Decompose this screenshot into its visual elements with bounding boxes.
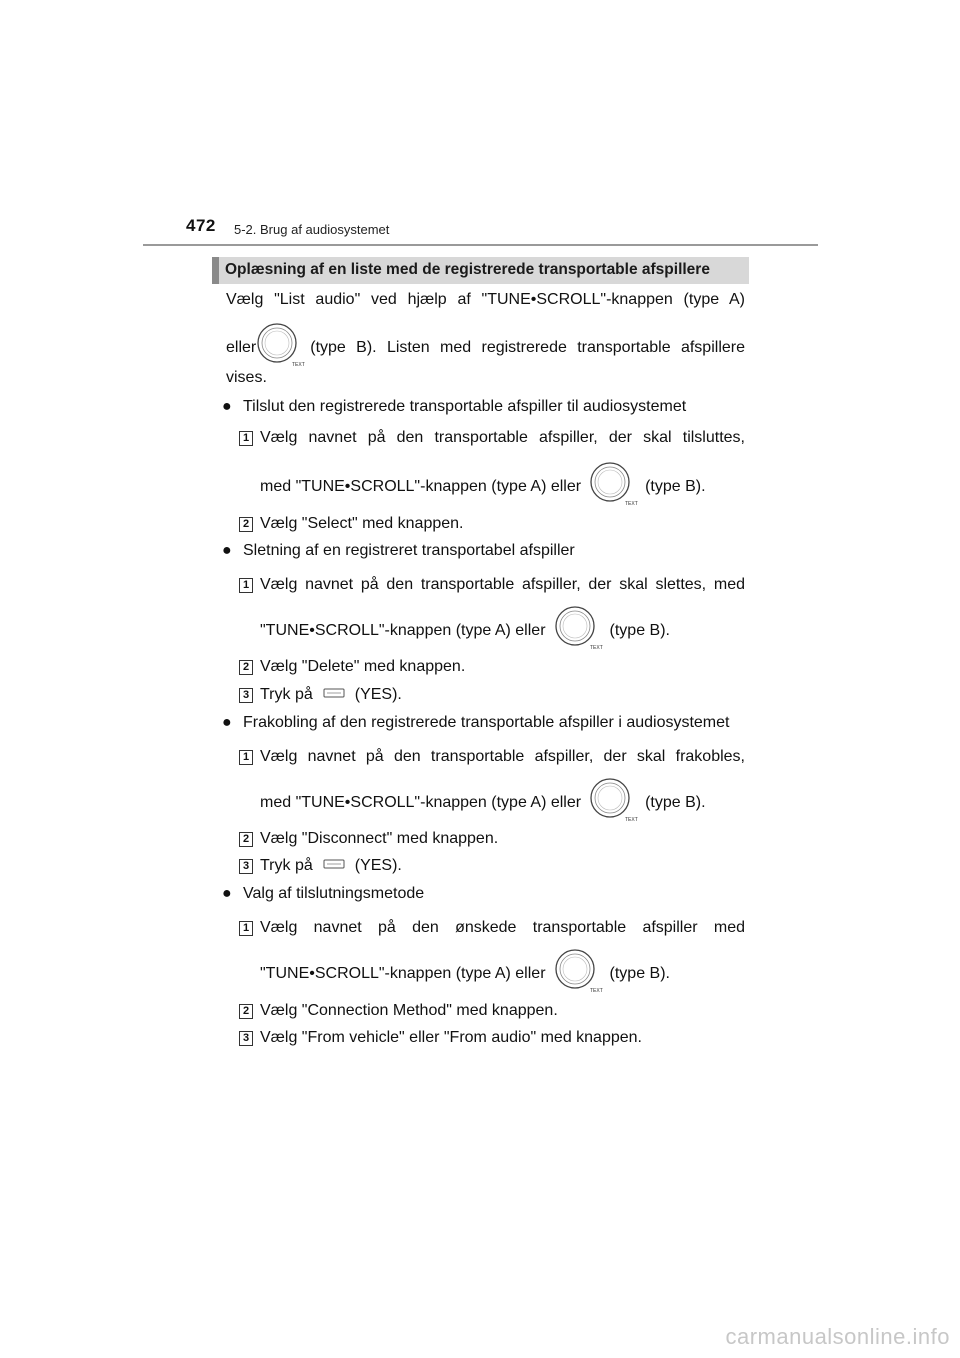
step-text: med "TUNE•SCROLL"-knappen (type A) eller xyxy=(260,794,582,811)
step-text: "TUNE•SCROLL"-knappen (type A) eller xyxy=(260,622,546,639)
svg-text:TEXT: TEXT xyxy=(292,362,306,368)
step-number: 1 xyxy=(239,431,253,446)
step-text: Vælg navnet på den ønskede transportable afspiller med xyxy=(260,919,745,936)
intro-line-2 xyxy=(226,322,745,374)
step-text: (YES). xyxy=(354,686,402,703)
step-line xyxy=(260,777,706,829)
step-number: 3 xyxy=(239,1031,253,1046)
step-text: (YES). xyxy=(354,857,402,874)
step-text: Tryk på xyxy=(260,686,313,703)
step-number: 1 xyxy=(239,750,253,765)
intro-text: eller xyxy=(226,339,257,356)
step-number: 1 xyxy=(239,578,253,593)
step-number: 3 xyxy=(239,859,253,874)
step-line xyxy=(260,948,670,1000)
svg-text:TEXT: TEXT xyxy=(625,501,638,507)
button-icon xyxy=(323,685,345,705)
step-text: Vælg navnet på den transportable afspiller, der skal frakobles, xyxy=(260,748,745,765)
step-text: (type B). xyxy=(609,622,670,639)
tune-knob-icon xyxy=(589,461,638,513)
tune-knob-icon xyxy=(256,322,306,374)
bullet-title: Sletning af en registreret transportabel afspiller xyxy=(243,542,575,559)
step-text: (type B). xyxy=(645,794,706,811)
tune-knob-icon xyxy=(554,605,603,657)
tune-knob-icon xyxy=(554,948,603,1000)
section-title: Oplæsning af en liste med de registrerede transportable afspillere xyxy=(225,261,710,278)
step-number: 2 xyxy=(239,660,253,675)
chapter-title: 5-2. Brug af audiosystemet xyxy=(234,222,390,237)
step-text: (type B). xyxy=(645,478,706,495)
step-text: Vælg "Connection Method" med knappen. xyxy=(260,1002,558,1019)
step-number: 1 xyxy=(239,921,253,936)
bullet-symbol: ● xyxy=(222,398,232,415)
svg-text:TEXT: TEXT xyxy=(625,817,638,823)
intro-text: (type B). Listen med registrerede transportable afspillere xyxy=(310,339,745,356)
step-text: med "TUNE•SCROLL"-knappen (type A) eller xyxy=(260,478,582,495)
step-text: Vælg "Delete" med knappen. xyxy=(260,658,466,675)
bullet-title: Frakobling af den registrerede transportable afspiller i audiosystemet xyxy=(243,714,730,731)
step-number: 2 xyxy=(239,517,253,532)
bullet-title: Tilslut den registrerede transportable afspiller til audiosystemet xyxy=(243,398,687,415)
step-text: (type B). xyxy=(609,965,670,982)
step-number: 2 xyxy=(239,1004,253,1019)
watermark: carmanualsonline.info xyxy=(725,1324,950,1349)
step-text: Vælg "Select" med knappen. xyxy=(260,515,464,532)
step-line xyxy=(260,856,402,876)
bullet-symbol: ● xyxy=(222,714,232,731)
bullet-symbol: ● xyxy=(222,885,232,902)
step-text: "TUNE•SCROLL"-knappen (type A) eller xyxy=(260,965,546,982)
step-line xyxy=(260,461,706,513)
intro-line-1: Vælg "List audio" ved hjælp af "TUNE•SCROLL"-knappen (type A) xyxy=(226,291,745,308)
step-number: 2 xyxy=(239,832,253,847)
step-text: Vælg "From vehicle" eller "From audio" med knappen. xyxy=(260,1029,642,1046)
svg-text:TEXT: TEXT xyxy=(589,988,603,994)
intro-line-3: vises. xyxy=(226,369,267,386)
step-text: Tryk på xyxy=(260,857,313,874)
svg-text:TEXT: TEXT xyxy=(589,645,603,651)
step-text: Vælg "Disconnect" med knappen. xyxy=(260,830,499,847)
header-divider xyxy=(143,244,818,246)
page-number: 472 xyxy=(186,216,216,235)
step-line xyxy=(260,685,402,705)
step-line xyxy=(260,605,670,657)
tune-knob-icon xyxy=(589,777,638,829)
bullet-title: Valg af tilslutningsmetode xyxy=(243,885,425,902)
step-number: 3 xyxy=(239,688,253,703)
step-text: Vælg navnet på den transportable afspiller, der skal slettes, med xyxy=(260,576,745,593)
bullet-symbol: ● xyxy=(222,542,232,559)
button-icon xyxy=(323,856,345,876)
step-text: Vælg navnet på den transportable afspiller, der skal tilsluttes, xyxy=(260,429,745,446)
